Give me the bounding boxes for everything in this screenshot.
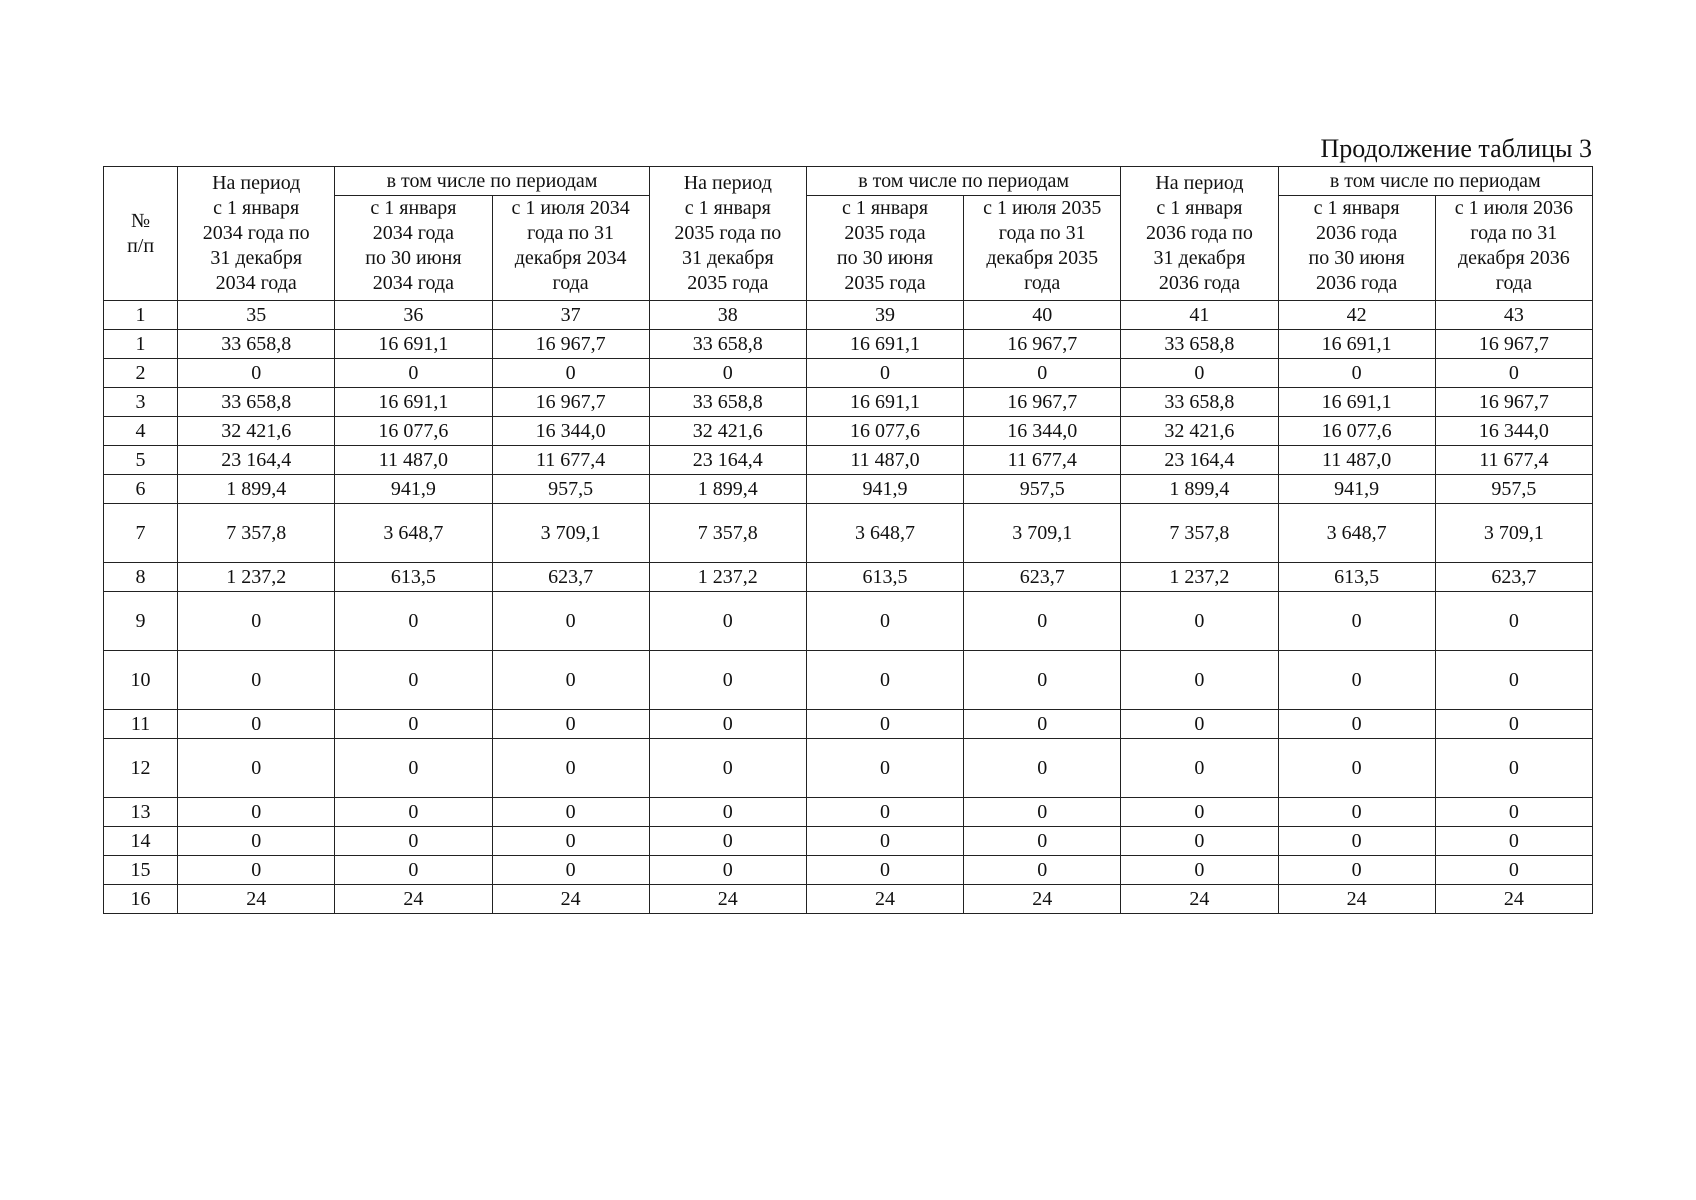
table-cell: 0 <box>964 827 1121 856</box>
table-row <box>104 563 1593 592</box>
table-cell: 33 658,8 <box>178 388 335 417</box>
header-subperiods-2034: в том числе по периодам <box>335 167 649 196</box>
table-cell: 0 <box>1278 798 1435 827</box>
table-cell: 24 <box>335 885 492 914</box>
table-cell: 0 <box>964 856 1121 885</box>
row-number: 8 <box>104 563 178 592</box>
table-cell: 623,7 <box>1435 563 1592 592</box>
table-cell: 1 237,2 <box>178 563 335 592</box>
table-cell: 0 <box>492 651 649 710</box>
row-number: 15 <box>104 856 178 885</box>
header-h1-2036: с 1 января 2036 года по 30 июня 2036 года <box>1278 196 1435 301</box>
table-cell: 0 <box>806 739 963 798</box>
table-row <box>104 446 1593 475</box>
table-cell: 32 421,6 <box>649 417 806 446</box>
table-cell: 0 <box>649 856 806 885</box>
table-cell: 0 <box>649 798 806 827</box>
header-h1-2034: с 1 января 2034 года по 30 июня 2034 года <box>335 196 492 301</box>
column-number: 36 <box>335 301 492 330</box>
table-cell: 0 <box>806 798 963 827</box>
table-cell: 33 658,8 <box>178 330 335 359</box>
table-cell: 23 164,4 <box>649 446 806 475</box>
table-cell: 0 <box>1435 739 1592 798</box>
table-cell: 0 <box>806 359 963 388</box>
row-number: 7 <box>104 504 178 563</box>
table-cell: 0 <box>1121 827 1278 856</box>
table-cell: 0 <box>335 827 492 856</box>
table-cell: 0 <box>178 710 335 739</box>
table-row <box>104 798 1593 827</box>
table-body <box>104 301 1593 914</box>
row-number: 13 <box>104 798 178 827</box>
table-cell: 0 <box>1278 651 1435 710</box>
table-cell: 3 648,7 <box>335 504 492 563</box>
column-number: 43 <box>1435 301 1592 330</box>
table-cell: 24 <box>1278 885 1435 914</box>
table-cell: 16 077,6 <box>806 417 963 446</box>
table-cell: 16 344,0 <box>964 417 1121 446</box>
table-cell: 32 421,6 <box>1121 417 1278 446</box>
table-cell: 3 709,1 <box>1435 504 1592 563</box>
table-cell: 0 <box>178 592 335 651</box>
table-cell: 24 <box>806 885 963 914</box>
table-cell: 16 967,7 <box>1435 388 1592 417</box>
table-cell: 16 344,0 <box>1435 417 1592 446</box>
table-cell: 16 691,1 <box>1278 330 1435 359</box>
table-row <box>104 388 1593 417</box>
table-cell: 1 899,4 <box>1121 475 1278 504</box>
table-cell: 16 967,7 <box>492 330 649 359</box>
table-cell: 0 <box>806 856 963 885</box>
row-number: 6 <box>104 475 178 504</box>
table-row <box>104 651 1593 710</box>
column-number: 35 <box>178 301 335 330</box>
row-number: 4 <box>104 417 178 446</box>
header-h1-2035: с 1 января 2035 года по 30 июня 2035 года <box>806 196 963 301</box>
table-cell: 0 <box>806 592 963 651</box>
table-cell: 0 <box>1121 798 1278 827</box>
table-cell: 0 <box>178 827 335 856</box>
table-row <box>104 710 1593 739</box>
table-row <box>104 856 1593 885</box>
table-cell: 0 <box>492 856 649 885</box>
table-cell: 0 <box>1435 856 1592 885</box>
table-cell: 16 967,7 <box>1435 330 1592 359</box>
table-cell: 0 <box>1121 856 1278 885</box>
row-number: 5 <box>104 446 178 475</box>
column-number: 42 <box>1278 301 1435 330</box>
table-cell: 16 967,7 <box>964 388 1121 417</box>
table-cell: 0 <box>492 592 649 651</box>
table-cell: 0 <box>178 651 335 710</box>
table-cell: 11 487,0 <box>335 446 492 475</box>
header-subperiods-2035: в том числе по периодам <box>806 167 1120 196</box>
table-cell: 16 691,1 <box>806 330 963 359</box>
table-cell: 0 <box>1435 592 1592 651</box>
data-table <box>103 166 1593 914</box>
table-cell: 16 691,1 <box>335 330 492 359</box>
table-cell: 623,7 <box>964 563 1121 592</box>
table-cell: 0 <box>1435 651 1592 710</box>
table-row <box>104 417 1593 446</box>
table-cell: 23 164,4 <box>178 446 335 475</box>
table-cell: 11 677,4 <box>964 446 1121 475</box>
header-period-total-2036: На период с 1 января 2036 года по 31 декабря 2036 года <box>1121 167 1278 301</box>
table-cell: 23 164,4 <box>1121 446 1278 475</box>
table-cell: 613,5 <box>1278 563 1435 592</box>
table-cell: 957,5 <box>492 475 649 504</box>
table-cell: 0 <box>492 827 649 856</box>
table-row <box>104 592 1593 651</box>
table-cell: 11 677,4 <box>492 446 649 475</box>
table-cell: 0 <box>492 359 649 388</box>
table-cell: 0 <box>964 798 1121 827</box>
table-cell: 0 <box>335 856 492 885</box>
header-period-total-2035: На период с 1 января 2035 года по 31 декабря 2035 года <box>649 167 806 301</box>
table-cell: 0 <box>1435 359 1592 388</box>
table-cell: 7 357,8 <box>178 504 335 563</box>
column-number: 38 <box>649 301 806 330</box>
table-row <box>104 504 1593 563</box>
table-cell: 1 237,2 <box>1121 563 1278 592</box>
header-subperiods-2036: в том числе по периодам <box>1278 167 1592 196</box>
table-cell: 16 691,1 <box>806 388 963 417</box>
table-row <box>104 330 1593 359</box>
table-cell: 0 <box>492 798 649 827</box>
table-cell: 0 <box>178 359 335 388</box>
table-cell: 0 <box>1121 739 1278 798</box>
table-cell: 0 <box>1278 359 1435 388</box>
table-cell: 0 <box>335 359 492 388</box>
table-cell: 0 <box>335 798 492 827</box>
table-cell: 33 658,8 <box>1121 388 1278 417</box>
column-number: 37 <box>492 301 649 330</box>
table-cell: 3 709,1 <box>492 504 649 563</box>
table-cell: 7 357,8 <box>1121 504 1278 563</box>
row-number: 1 <box>104 330 178 359</box>
table-cell: 0 <box>492 710 649 739</box>
row-number: 9 <box>104 592 178 651</box>
table-cell: 1 899,4 <box>649 475 806 504</box>
header-period-total-2034: На период с 1 января 2034 года по 31 декабря 2034 года <box>178 167 335 301</box>
table-cell: 0 <box>1278 739 1435 798</box>
table-cell: 16 691,1 <box>1278 388 1435 417</box>
table-cell: 33 658,8 <box>1121 330 1278 359</box>
table-cell: 0 <box>178 856 335 885</box>
table-cell: 613,5 <box>806 563 963 592</box>
table-cell: 0 <box>1121 592 1278 651</box>
table-cell: 623,7 <box>492 563 649 592</box>
table-cell: 16 691,1 <box>335 388 492 417</box>
table-cell: 0 <box>649 827 806 856</box>
table-cell: 11 677,4 <box>1435 446 1592 475</box>
table-cell: 0 <box>178 798 335 827</box>
table-cell: 0 <box>649 592 806 651</box>
table-cell: 957,5 <box>1435 475 1592 504</box>
table-row <box>104 475 1593 504</box>
table-cell: 3 709,1 <box>964 504 1121 563</box>
column-numbers-row <box>104 301 1593 330</box>
table-cell: 24 <box>964 885 1121 914</box>
table-cell: 24 <box>1121 885 1278 914</box>
table-cell: 24 <box>492 885 649 914</box>
table-cell: 0 <box>1278 856 1435 885</box>
table-cell: 957,5 <box>964 475 1121 504</box>
table-cell: 0 <box>335 592 492 651</box>
table-cell: 0 <box>1121 651 1278 710</box>
table-cell: 941,9 <box>335 475 492 504</box>
table-cell: 0 <box>649 359 806 388</box>
table-cell: 0 <box>649 710 806 739</box>
row-number: 12 <box>104 739 178 798</box>
row-number: 2 <box>104 359 178 388</box>
table-cell: 16 344,0 <box>492 417 649 446</box>
table-cell: 613,5 <box>335 563 492 592</box>
table-cell: 0 <box>649 651 806 710</box>
row-number: 14 <box>104 827 178 856</box>
table-cell: 16 967,7 <box>964 330 1121 359</box>
row-number: 16 <box>104 885 178 914</box>
table-cell: 0 <box>178 739 335 798</box>
table-cell: 24 <box>1435 885 1592 914</box>
table-cell: 16 967,7 <box>492 388 649 417</box>
table-cell: 7 357,8 <box>649 504 806 563</box>
table-row <box>104 885 1593 914</box>
header-h2-2036: с 1 июля 2036 года по 31 декабря 2036 года <box>1435 196 1592 301</box>
table-cell: 941,9 <box>806 475 963 504</box>
header-row-number: № п/п <box>104 167 178 301</box>
table-cell: 16 077,6 <box>335 417 492 446</box>
table-cell: 0 <box>1121 359 1278 388</box>
table-cell: 0 <box>492 739 649 798</box>
table-cell: 1 237,2 <box>649 563 806 592</box>
table-cell: 0 <box>1278 592 1435 651</box>
table-cell: 0 <box>1435 798 1592 827</box>
header-h2-2035: с 1 июля 2035 года по 31 декабря 2035 года <box>964 196 1121 301</box>
column-number: 1 <box>104 301 178 330</box>
table-cell: 33 658,8 <box>649 330 806 359</box>
table-cell: 11 487,0 <box>806 446 963 475</box>
table-cell: 0 <box>1121 710 1278 739</box>
column-number: 39 <box>806 301 963 330</box>
table-cell: 941,9 <box>1278 475 1435 504</box>
page-title: Продолжение таблицы 3 <box>1320 134 1592 163</box>
table-row <box>104 359 1593 388</box>
table-cell: 0 <box>1278 827 1435 856</box>
table-cell: 0 <box>1435 710 1592 739</box>
table-cell: 33 658,8 <box>649 388 806 417</box>
row-number: 10 <box>104 651 178 710</box>
table-row <box>104 739 1593 798</box>
column-number: 40 <box>964 301 1121 330</box>
table-cell: 0 <box>1278 710 1435 739</box>
table-cell: 0 <box>964 592 1121 651</box>
table-cell: 0 <box>335 710 492 739</box>
table-cell: 24 <box>178 885 335 914</box>
table-cell: 11 487,0 <box>1278 446 1435 475</box>
table-cell: 1 899,4 <box>178 475 335 504</box>
table-cell: 0 <box>964 651 1121 710</box>
table-cell: 16 077,6 <box>1278 417 1435 446</box>
table-cell: 0 <box>335 651 492 710</box>
table-cell: 24 <box>649 885 806 914</box>
table-cell: 0 <box>964 739 1121 798</box>
column-number: 41 <box>1121 301 1278 330</box>
table-cell: 0 <box>335 739 492 798</box>
row-number: 11 <box>104 710 178 739</box>
table-cell: 0 <box>806 827 963 856</box>
table-cell: 0 <box>806 651 963 710</box>
table-row <box>104 827 1593 856</box>
table-cell: 32 421,6 <box>178 417 335 446</box>
table-cell: 3 648,7 <box>806 504 963 563</box>
table-cell: 3 648,7 <box>1278 504 1435 563</box>
table-cell: 0 <box>964 359 1121 388</box>
header-h2-2034: с 1 июля 2034 года по 31 декабря 2034 года <box>492 196 649 301</box>
table-cell: 0 <box>964 710 1121 739</box>
row-number: 3 <box>104 388 178 417</box>
table-cell: 0 <box>649 739 806 798</box>
table-cell: 0 <box>806 710 963 739</box>
table-cell: 0 <box>1435 827 1592 856</box>
